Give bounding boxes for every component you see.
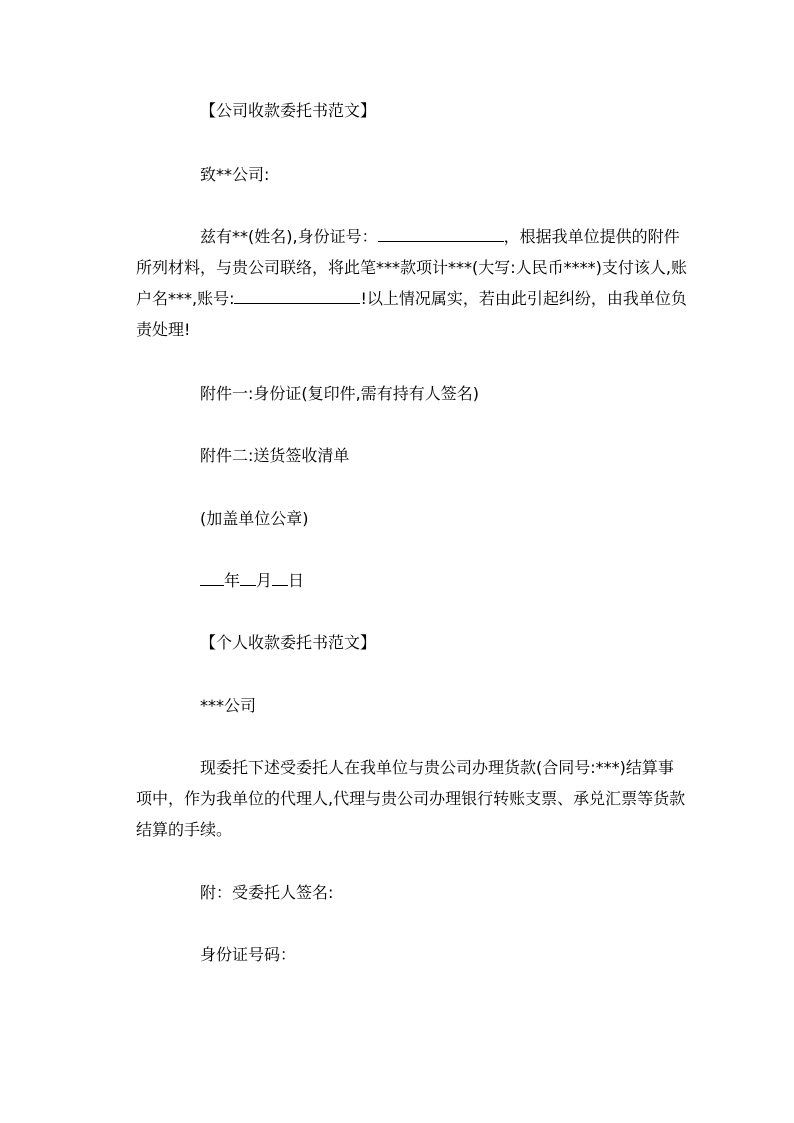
- personal-attachment: 附：受委托人签名:: [200, 883, 334, 902]
- company-body-part-4: !以上情况属实，若由此引起纠纷，由我单位负: [360, 289, 687, 308]
- company-seal-note: (加盖单位公章): [200, 509, 309, 528]
- personal-body-line-1: 现委托下述受委托人在我单位与贵公司办理货款(合同号:***)结算事: [200, 758, 674, 777]
- personal-body-line-3: 结算的手续。: [136, 820, 233, 839]
- company-body-line-4: 责处理!: [136, 320, 191, 339]
- day-blank[interactable]: [272, 571, 288, 586]
- personal-body-line-2: 项中，作为我单位的代理人,代理与贵公司办理银行转账支票、承兑汇票等货款: [136, 789, 686, 808]
- company-date-line: [200, 571, 304, 591]
- personal-id-number-label: 身份证号码：: [200, 945, 297, 964]
- company-body-line-3: [136, 289, 687, 309]
- company-template-heading: 【公司收款委托书范文】: [200, 101, 377, 120]
- company-attachment-2: 附件二:送货签收清单: [200, 446, 350, 465]
- account-number-blank[interactable]: [234, 289, 360, 304]
- month-blank[interactable]: [240, 571, 256, 586]
- company-salutation: 致**公司:: [200, 165, 270, 184]
- personal-addressee: ***公司: [200, 696, 257, 715]
- company-body-part-1: 兹有**(姓名),身份证号：: [200, 227, 378, 246]
- id-number-blank[interactable]: [378, 227, 504, 242]
- company-body-line-2: 所列材料，与贵公司联络，将此笔***款项计***(大写:人民币****)支付该人,账: [136, 258, 687, 277]
- company-body-line-1: [200, 227, 680, 247]
- year-blank[interactable]: [200, 571, 224, 586]
- day-label: 日: [288, 571, 305, 590]
- year-label: 年: [224, 571, 241, 590]
- company-body-part-3: 户名***,账号:: [136, 289, 235, 308]
- month-label: 月: [256, 571, 273, 590]
- company-attachment-1: 附件一:身份证(复印件,需有持有人签名): [200, 384, 479, 403]
- company-body-part-2: ，根据我单位提供的附件: [503, 227, 680, 246]
- personal-template-heading: 【个人收款委托书范文】: [200, 633, 377, 652]
